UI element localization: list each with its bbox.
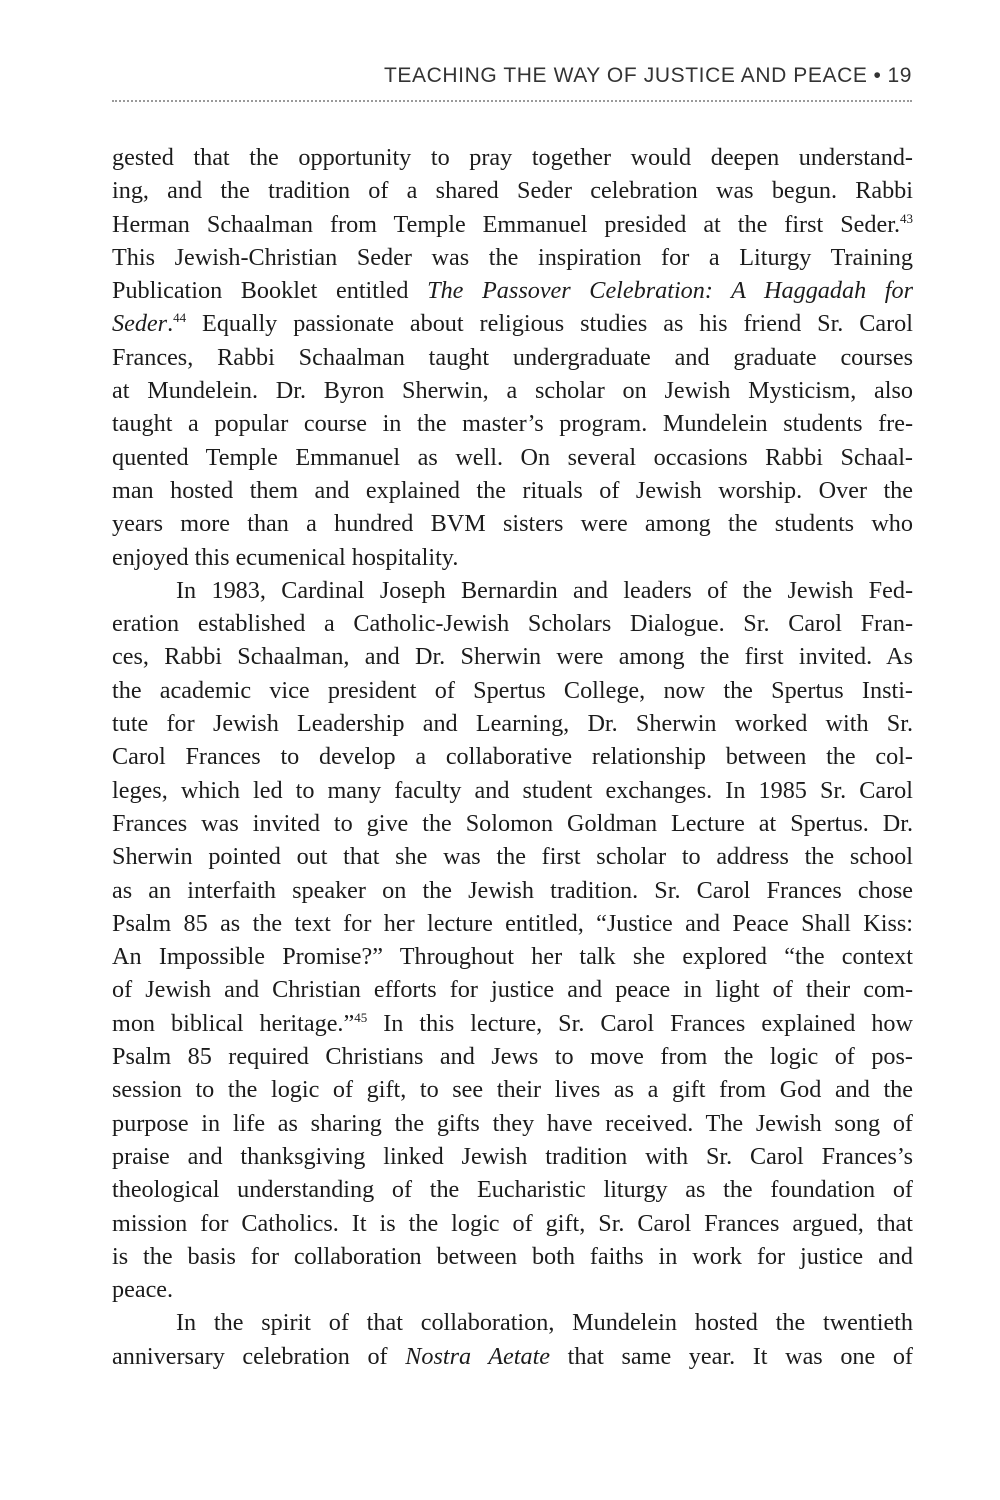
text-run: In the spirit of that collaboration, Mundelein hosted the twentieth: [176, 1309, 913, 1337]
italic-title: The Passover Celebration: A Haggadah for: [427, 277, 913, 305]
footnote-marker: 43: [900, 210, 913, 226]
text-run: leges, which led to many faculty and student exchanges. In 1985 Sr. Carol: [112, 776, 913, 804]
text-line: [112, 474, 913, 507]
text-run: Psalm 85 required Christians and Jews to move from the logic of pos-: [112, 1043, 913, 1071]
text-run: that same year. It was one of: [550, 1342, 913, 1370]
text-run: Sherwin pointed out that she was the first scholar to address the school: [112, 843, 913, 871]
header-separator: •: [873, 64, 882, 87]
running-header: [112, 62, 912, 90]
text-line: [112, 1340, 913, 1373]
text-line: [112, 1140, 913, 1173]
text-run: eration established a Catholic-Jewish Scholars Dialogue. Sr. Carol Fran-: [112, 610, 913, 638]
text-run: gested that the opportunity to pray together would deepen understand-: [112, 144, 913, 171]
text-line: [112, 274, 913, 307]
text-run: anniversary celebration of: [112, 1342, 406, 1370]
text-run: mission for Catholics. It is the logic of gift, Sr. Carol Frances argued, that: [112, 1209, 913, 1237]
text-line: [112, 674, 913, 707]
text-line: [112, 1040, 913, 1073]
text-line: [112, 774, 913, 807]
text-run: is the basis for collaboration between both faiths in work for justice and: [112, 1242, 913, 1270]
text-run: at Mundelein. Dr. Byron Sherwin, a scholar on Jewish Mysticism, also: [112, 377, 913, 405]
text-line: [112, 807, 913, 840]
text-run: Publication Booklet entitled: [112, 277, 428, 305]
text-line: [112, 1273, 913, 1306]
text-run: An Impossible Promise?” Throughout her talk she explored “the context: [112, 943, 913, 971]
text-line: [112, 141, 913, 174]
text-line: [112, 1073, 913, 1106]
text-line: [112, 307, 913, 340]
text-line: [112, 607, 913, 640]
text-line: [112, 1107, 913, 1140]
italic-title: Nostra Aetate: [405, 1342, 551, 1370]
text-run: mon biblical heritage.”: [112, 1009, 355, 1037]
text-run: Frances, Rabbi Schaalman taught undergraduate and graduate courses: [112, 343, 913, 371]
text-line: [112, 940, 913, 973]
text-run: of Jewish and Christian efforts for justice and peace in light of their com-: [112, 976, 913, 1004]
text-run: Carol Frances to develop a collaborative relationship between the col-: [112, 743, 913, 771]
page-number: 19: [887, 64, 912, 87]
text-line: [112, 874, 913, 907]
text-line: [112, 707, 913, 740]
text-line: [112, 407, 913, 440]
text-run: enjoyed this ecumenical hospitality.: [112, 543, 459, 571]
text-run: purpose in life as sharing the gifts they have received. The Jewish song of: [112, 1109, 913, 1137]
text-line: [112, 541, 913, 574]
text-run: theological understanding of the Eucharistic liturgy as the foundation of: [112, 1176, 913, 1204]
text-line: [112, 907, 913, 940]
italic-title: Seder: [112, 310, 168, 338]
text-run: In this lecture, Sr. Carol Frances explained how: [367, 1009, 913, 1037]
footnote-marker: 44: [173, 310, 187, 326]
text-run: years more than a hundred BVM sisters were among the students who: [112, 510, 913, 538]
text-line: [112, 840, 913, 873]
text-line: [112, 740, 913, 773]
text-run: Psalm 85 as the text for her lecture entitled, “Justice and Peace Shall Kiss:: [112, 909, 913, 937]
text-run: taught a popular course in the master’s program. Mundelein students fre-: [112, 410, 913, 438]
text-line: [112, 1306, 913, 1339]
text-run: tute for Jewish Leadership and Learning, Dr. Sherwin worked with Sr.: [112, 710, 913, 738]
text-run: .: [167, 310, 174, 338]
running-title: TEACHING THE WAY OF JUSTICE AND PEACE: [383, 64, 868, 87]
footnote-marker: 45: [354, 1009, 368, 1025]
body-text: [112, 141, 913, 1373]
text-run: praise and thanksgiving linked Jewish tradition with Sr. Carol Frances’s: [112, 1142, 913, 1170]
text-line: [112, 1007, 913, 1040]
text-run: ing, and the tradition of a shared Seder celebration was begun. Rabbi: [112, 177, 913, 205]
text-run: as an interfaith speaker on the Jewish tradition. Sr. Carol Frances chose: [112, 876, 913, 904]
text-run: Frances was invited to give the Solomon Goldman Lecture at Spertus. Dr.: [112, 809, 913, 837]
text-line: [112, 174, 913, 207]
text-line: [112, 341, 913, 374]
text-line: [112, 507, 913, 540]
text-run: ces, Rabbi Schaalman, and Dr. Sherwin were among the first invited. As: [112, 643, 913, 671]
text-run: Herman Schaalman from Temple Emmanuel presided at the first Seder.: [112, 210, 900, 238]
text-line: [112, 441, 913, 474]
text-run: session to the logic of gift, to see their lives as a gift from God and the: [112, 1076, 913, 1104]
text-run: the academic vice president of Spertus College, now the Spertus Insti-: [112, 676, 913, 704]
header-dotted-rule: [112, 100, 912, 102]
text-run: This Jewish-Christian Seder was the inspiration for a Liturgy Training: [112, 243, 913, 271]
text-line: [112, 1207, 913, 1240]
text-run: peace.: [112, 1276, 174, 1304]
text-line: [112, 208, 913, 241]
text-line: [112, 241, 913, 274]
text-run: quented Temple Emmanuel as well. On several occasions Rabbi Schaal-: [112, 443, 913, 471]
text-run: In 1983, Cardinal Joseph Bernardin and leaders of the Jewish Fed-: [176, 576, 913, 604]
text-line: [112, 574, 913, 607]
text-line: [112, 1173, 913, 1206]
text-line: [112, 640, 913, 673]
text-run: man hosted them and explained the rituals of Jewish worship. Over the: [112, 476, 913, 504]
text-line: [112, 1240, 913, 1273]
text-line: [112, 973, 913, 1006]
text-run: Equally passionate about religious studies as his friend Sr. Carol: [186, 310, 913, 338]
text-line: [112, 374, 913, 407]
